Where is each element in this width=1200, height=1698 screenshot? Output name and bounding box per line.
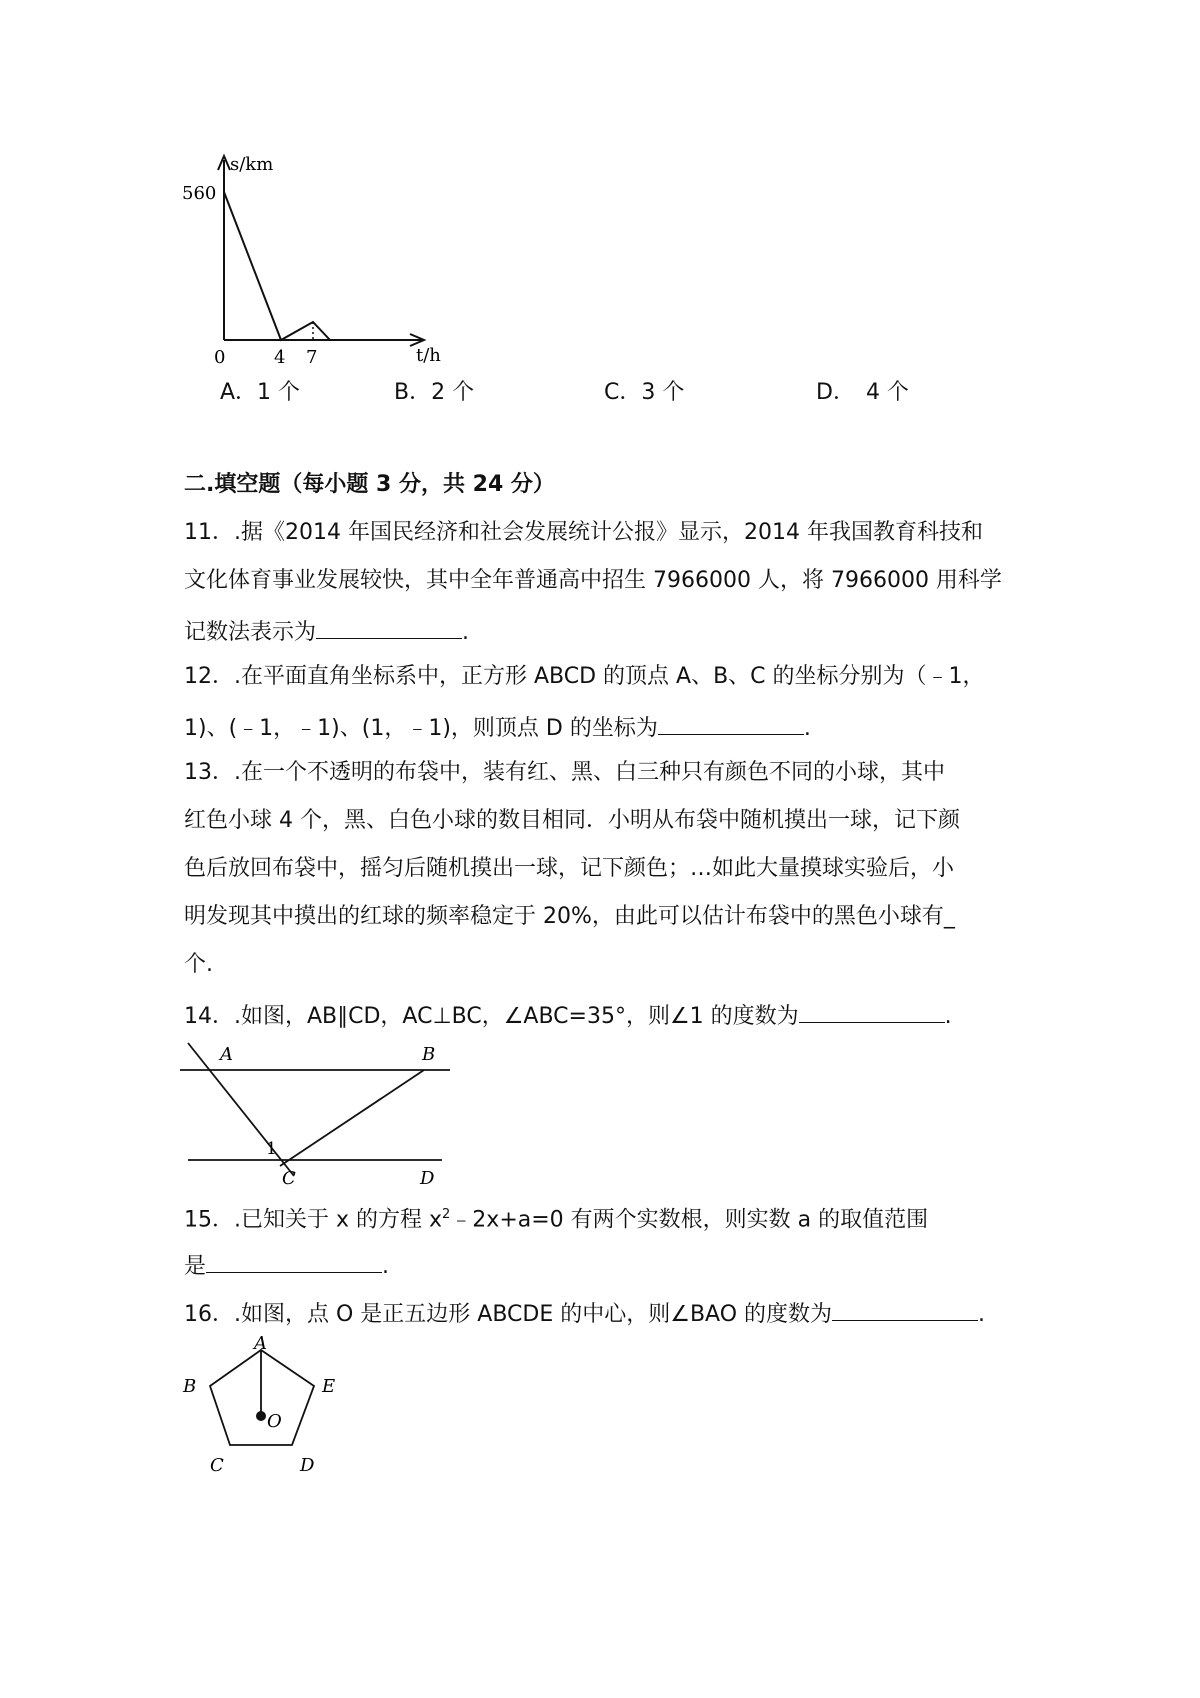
q15-post: ﹣2x+a=0 有两个实数根，则实数 a 的取值范围 xyxy=(450,1207,929,1233)
q15-exponent: 2 xyxy=(442,1207,451,1222)
center-o xyxy=(256,1411,266,1421)
q16-end: . xyxy=(978,1302,986,1327)
option-c: C．3 个 xyxy=(604,380,685,405)
label-angle-1: 1 xyxy=(266,1139,277,1159)
q15-answer-blank xyxy=(206,1248,382,1273)
q11-answer-blank xyxy=(316,614,462,639)
segment-bc xyxy=(280,1070,424,1166)
q11-line1: 11．.据《2014 年国民经济和社会发展统计公报》显示，2014 年我国教育科技和 xyxy=(184,520,983,545)
q16-pentagon-figure xyxy=(180,1335,350,1495)
q12-end: . xyxy=(803,716,811,741)
q16-text: 16．.如图，点 O 是正五边形 ABCDE 的中心，则∠BAO 的度数为 xyxy=(184,1302,833,1327)
label-b: B xyxy=(183,1376,197,1397)
label-d: D xyxy=(420,1168,435,1189)
q11-line3-text: 记数法表示为 xyxy=(184,620,317,645)
q12-line2-text: 1)、(﹣1，﹣1)、(1，﹣1)，则顶点 D 的坐标为 xyxy=(184,716,658,741)
label-e: E xyxy=(322,1376,336,1397)
q12-line1: 12．.在平面直角坐标系中，正方形 ABCD 的顶点 A、B、C 的坐标分别为（﹣1， xyxy=(184,664,985,689)
option-b: B．2 个 xyxy=(394,380,475,405)
q13-line1: 13．.在一个不透明的布袋中，装有红、黑、白三种只有颜色不同的小球，其中 xyxy=(184,760,945,785)
section-title: 二.填空题（每小题 3 分，共 24 分） xyxy=(184,472,555,497)
q14-line xyxy=(184,998,952,1032)
x-axis-label: t/h xyxy=(416,345,441,366)
label-a: A xyxy=(220,1044,233,1065)
label-b: B xyxy=(422,1044,436,1065)
q14-text: 14．.如图，AB∥CD，AC⊥BC，∠ABC=35°，则∠1 的度数为 xyxy=(184,1004,799,1029)
graph-line xyxy=(224,192,330,340)
q13-line2: 红色小球 4 个，黑、白色小球的数目相同．小明从布袋中随机摸出一球，记下颜 xyxy=(184,808,960,833)
pentagon xyxy=(210,1350,314,1445)
label-d: D xyxy=(300,1455,315,1476)
q11-end: . xyxy=(462,620,470,645)
q13-line4: 明发现其中摸出的红球的频率稳定于 20%，由此可以估计布袋中的黑色小球有_ xyxy=(184,904,955,929)
distance-time-graph xyxy=(182,150,450,370)
q15-line2-text: 是 xyxy=(184,1254,207,1279)
x-tick-4: 4 xyxy=(274,347,286,368)
y-tick-560: 560 xyxy=(182,183,217,204)
label-c: C xyxy=(282,1168,296,1189)
x-tick-7: 7 xyxy=(306,347,318,368)
q11-line2: 文化体育事业发展较快，其中全年普通高中招生 7966000 人，将 7966000 用科学 xyxy=(184,568,1002,593)
origin-label: 0 xyxy=(214,347,226,368)
q15-pre: 15．.已知关于 x 的方程 x xyxy=(184,1207,443,1233)
q15-end: . xyxy=(382,1254,390,1279)
label-o: O xyxy=(267,1411,282,1432)
q12-answer-blank xyxy=(658,710,804,735)
q13-line5: 个. xyxy=(184,952,213,977)
q11-line3 xyxy=(184,614,469,648)
q15-line1 xyxy=(184,1200,928,1235)
option-d: D． 4 个 xyxy=(816,380,909,405)
q15-line2 xyxy=(184,1248,389,1282)
option-a: A．1 个 xyxy=(220,380,301,405)
q12-line2 xyxy=(184,710,811,744)
q14-answer-blank xyxy=(799,998,945,1023)
q14-figure xyxy=(180,1040,460,1190)
q14-end: . xyxy=(944,1004,952,1029)
q13-line3: 色后放回布袋中，摇匀后随机摸出一球，记下颜色；…如此大量摸球实验后，小 xyxy=(184,856,955,881)
q16-line xyxy=(184,1296,985,1330)
q16-answer-blank xyxy=(832,1296,978,1321)
y-axis-label: s/km xyxy=(230,154,274,175)
label-a: A xyxy=(254,1333,267,1354)
segment-ac xyxy=(188,1043,294,1176)
label-c: C xyxy=(210,1455,224,1476)
